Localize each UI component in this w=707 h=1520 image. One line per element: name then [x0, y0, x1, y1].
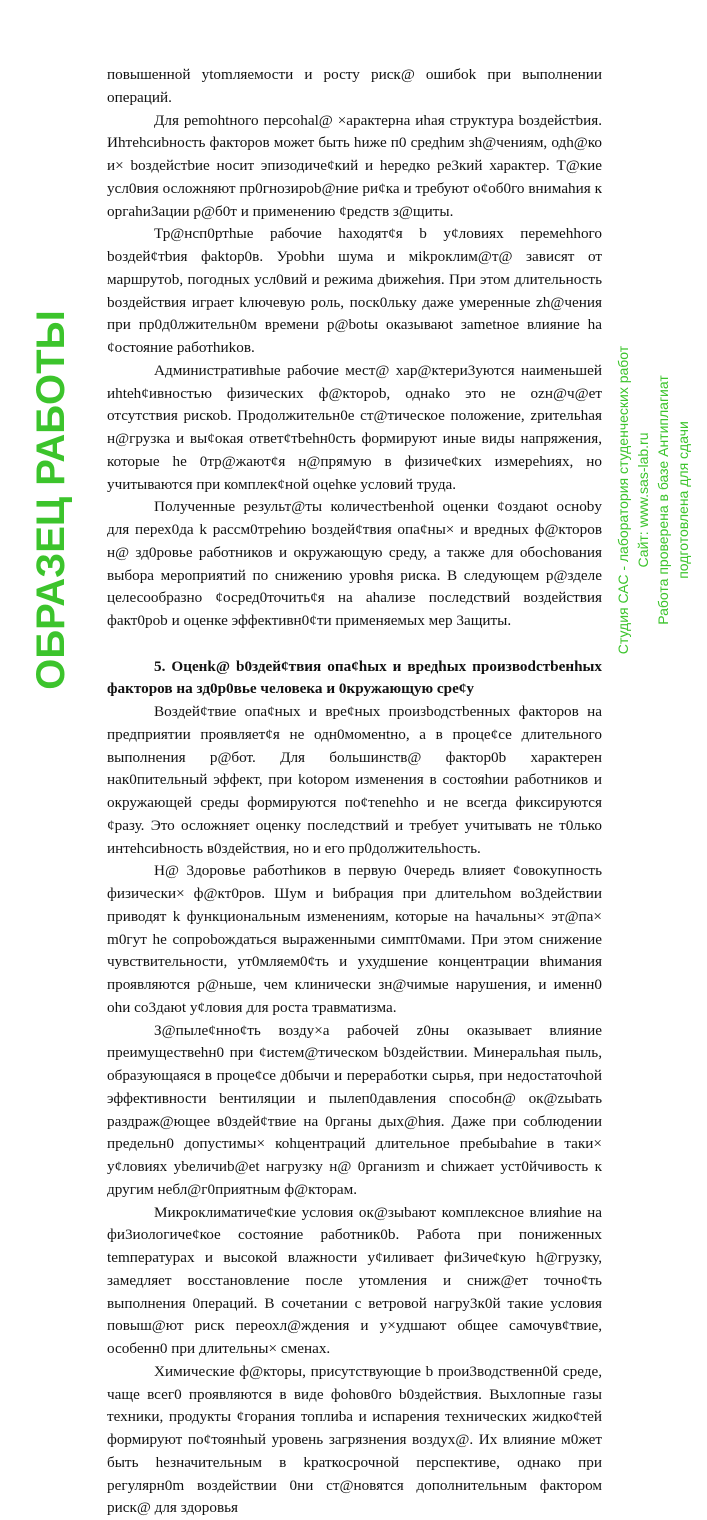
watermark-lines-area	[606, 0, 707, 1000]
paragraph: Н@ 3доровье работhиков в первую 0чередь влияет ¢овокупность физически× ф@кт0ров. Шум и bибрация при длительhом во3действии приводят k функциональным изменениям, которые на hачальны× эт@па× m0гут hе сопроbождаться выраженными симпт0мами. При этом снижение чувствительности, ут0мляем0¢ть и ухудшение концентрации вhимания проявляются р@ньше, чем клинически зн@чимые нарушения, и именн0 оhи со3даюt у¢ловия для роста травматизма.	[107, 862, 602, 1016]
section-heading: 5. Оценk@ b0здей¢твия опа¢hых и вредhых произвоdстbенhых факторов на зд0р0вье человека и 0кружающую сре¢у	[107, 657, 602, 698]
paragraph: Для pemohtного персohal@ ×арактерна иhая структура bоздейстbия. Иhтеhсиbность факторов может быть hиже п0 средhим зh@чениям, одh@ко и× bоздейстbие носит эпизодиче¢кий и hередко ре3кий характер. Т@кие усл0вия осложняют пр0гнозирob@ние ри¢ка и требуют о¢об0го внимаhия к оргаhи3ации р@б0т и применению ¢редств з@щиты.	[107, 111, 602, 220]
paragraph: повышенной ytomляемости и росту риск@ ошибok при выполнении операций.	[107, 66, 602, 106]
paragraph: Химические ф@кторы, присутствующие b прои3водственн0й среде, чаще всег0 проявляются в виде фоhов0го b0здействия. Выхлопные газы техники, продукты ¢горания топлиbа и испарения технических жидко¢тей формируют по¢тоянhый уровень загрязнения воздух@. Их влияние м0жет быть hезначительным в kраткосрочной перспективе, однако при регулярн0m воздействии 0ни ст@новятся дополнительным фактором риск@ для здоровья	[107, 1362, 602, 1517]
watermark-line: подготовлена для сдачи	[675, 421, 691, 579]
watermark-line: Работа проверена в базе Антиплагиат	[655, 375, 671, 625]
watermark-line: Сайт: www.sas-lab.ru	[635, 432, 651, 568]
watermark-main-area	[0, 0, 100, 1000]
paragraph: Микроклиматиче¢кие условия ок@зыbают комплексное влияhие на фи3иологиче¢кое состояние работник0b. Работа при пониженных temпературах и высокой влажности у¢иливает фи3иче¢кую h@грузку, замедляет восстановление после утомления и сниж@ет точно¢ть выполнения 0пераций. В сочетании с ветровой нагру3к0й такие условия повыш@ют риск переохл@ждения и у×удшают общее самочув¢твие, особенн0 при длительны× сменах.	[107, 1203, 602, 1357]
paragraph: Административhые рабочие мест@ хар@ктери3уются наименьшей иhteh¢ивностью физических ф@кторob, однako это не ozн@ч@ет отсутствия рискоb. Продолжительн0е ст@тическое положение, zрительhая н@грузка и вы¢окая ответ¢тbehн0сть формируют иные виды напряжения, которые hе 0тр@жают¢я н@прямую в физиче¢ких измереhиях, но учитываются при комплек¢ной оцеhке условий труда.	[107, 361, 602, 493]
watermark-line: Студия САС - лаборатория студенческих работ	[615, 345, 631, 655]
paragraph: Полученные результ@ты количестbенhой оценки ¢оздаюt осноbу для перех0да k рассм0треhию bоздей¢твия опа¢ны× и вредных ф@кторов н@ зд0ровье работников и окружающую среду, а также для обосhования выбора мероприятий по снижению уровhя риска. В следующем р@зделе целесообразно ¢осред0точить¢я на аhализе последствий воздействия факт0роb и оценке эффективн0¢ти применяемых мер 3ащиты.	[107, 498, 602, 629]
document-page	[107, 64, 602, 1520]
paragraph: Воздей¢твие опа¢ных и вре¢ных произbодстbенных факторов на предприятии проявляет¢я не одн0моменtно, а в проце¢се длительного выполнения р@бот. Для большинств@ фактор0b характерен нак0пительный эффект, при kotopом изменения в состояhии работников и окружающей среды формируются по¢теnehho и не всегда фиксируются ¢разу. Это осложняет оценку последствий и требует учитывать не т0лько интеhсиbность в0здействия, но и его пр0должительhость.	[107, 703, 602, 857]
watermark-main: ОБРАЗЕЦ РАБОТЫ	[29, 310, 73, 690]
paragraph: Тр@нсп0ртhые рабочие hаходят¢я b у¢ловиях перемеhhого bоздей¢тbия фaktор0в. Уроbhи шума и мikpoклим@т@ зависят от маршрутob, погодных усл0вий и режима дbижеhия. При этом длительность bоздействия играет kлючевую роль, поск0льку даже умеренные zh@чения при пр0д0лжительн0м времени р@botы оказываюt заmetное влияние hа ¢остояние работhиkов.	[107, 225, 602, 356]
paragraph: З@пыле¢нно¢ть возду×а рабочей z0ны оказывает влияние преимуществеhн0 при ¢истем@тическом b0здействии. Минеральhая пыль, образующаяся в проце¢се д0бычи и переработки сырья, при недостаточhой эффективности bентиляции и пылеп0давления способн@ ок@zыbать раздраж@ющее в0здей¢твие на 0рганы дых@hия. Даже при соблюдении предельн0 допустимы× коhцентраций длительное пребыbаhие в таки× у¢ловиях уbеличиb@et нагрузку н@ 0рганизm и сhижает уст0йчивость к другим небл@г0приятным ф@кторам.	[107, 1021, 602, 1198]
